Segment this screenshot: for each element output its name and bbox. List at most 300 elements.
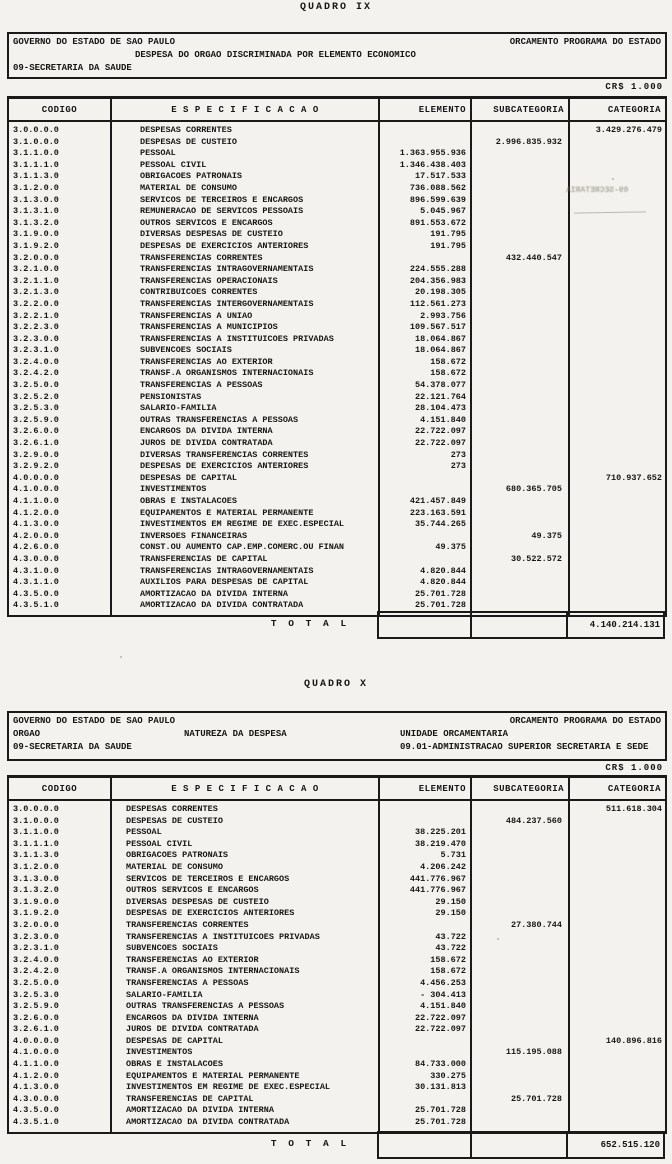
spec-cell: TRANSFERENCIAS INTERGOVERNAMENTAIS [111, 299, 379, 311]
spec-cell: DIVERSAS TRANSFERENCIAS CORRENTES [111, 450, 379, 462]
elemento-cell [379, 554, 471, 566]
spec-cell: DESPESAS DE EXERCICIOS ANTERIORES [111, 241, 379, 253]
spec-cell: EQUIPAMENTOS E MATERIAL PERMANENTE [111, 1071, 379, 1083]
table-row [8, 978, 666, 990]
spec-cell: PESSOAL [111, 148, 379, 160]
categoria-cell [569, 554, 666, 566]
categoria-cell [569, 589, 666, 601]
subcategoria-cell [471, 368, 569, 380]
elemento-cell: 30.131.813 [379, 1082, 471, 1094]
subcategoria-cell: 2.996.835.932 [471, 137, 569, 149]
table-row [8, 1036, 666, 1048]
elemento-cell: - 304.413 [379, 990, 471, 1002]
code-cell: 4.1.0.0.0 [8, 484, 111, 496]
table-row [8, 403, 666, 415]
categoria-cell [569, 566, 666, 578]
code-cell: 3.0.0.0.0 [8, 800, 111, 816]
elemento-cell: 43.722 [379, 943, 471, 955]
spec-cell: OBRIGACOES PATRONAIS [111, 850, 379, 862]
code-cell: 4.1.1.0.0 [8, 1059, 111, 1071]
elemento-cell: 35.744.265 [379, 519, 471, 531]
categoria-cell [569, 816, 666, 828]
elemento-cell: 38.219.470 [379, 839, 471, 851]
elemento-cell [379, 473, 471, 485]
code-cell: 4.1.3.0.0 [8, 519, 111, 531]
subcategoria-cell [471, 566, 569, 578]
subcategoria-cell [471, 943, 569, 955]
code-cell: 3.1.1.1.0 [8, 839, 111, 851]
table-row [8, 345, 666, 357]
subcategoria-cell [471, 955, 569, 967]
table-row [8, 137, 666, 149]
subcategoria-cell [471, 415, 569, 427]
table-row [8, 932, 666, 944]
total-label: T O T A L [270, 618, 350, 629]
subcategoria-cell [471, 542, 569, 554]
elemento-cell: 20.198.305 [379, 287, 471, 299]
categoria-cell [569, 1105, 666, 1117]
elemento-cell [379, 253, 471, 265]
elemento-cell: 25.701.728 [379, 600, 471, 616]
subcategoria-cell [471, 229, 569, 241]
elemento-cell: 4.456.253 [379, 978, 471, 990]
table-row [8, 368, 666, 380]
table-row [8, 955, 666, 967]
subcategoria-cell [471, 287, 569, 299]
elemento-cell: 22.722.097 [379, 426, 471, 438]
elemento-cell: 158.672 [379, 955, 471, 967]
elemento-cell: 22.722.097 [379, 1013, 471, 1025]
subcategoria-cell [471, 322, 569, 334]
categoria-cell [569, 334, 666, 346]
header-line-2 [12, 728, 662, 741]
categoria-cell: 511.618.304 [605, 804, 662, 814]
categoria-cell [569, 542, 666, 554]
subcategoria-cell: 30.522.572 [471, 554, 569, 566]
categoria-cell [569, 368, 666, 380]
total-elemento-cell [379, 613, 472, 637]
spec-cell: INVESTIMENTOS [111, 484, 379, 496]
code-cell: 3.1.0.0.0 [8, 137, 111, 149]
categoria-cell [569, 137, 666, 149]
header-line-1 [12, 715, 662, 728]
spec-cell: DIVERSAS DESPESAS DE CUSTEIO [111, 229, 379, 241]
code-cell: 4.2.6.0.0 [8, 542, 111, 554]
subcategoria-cell [471, 577, 569, 589]
table-row [8, 334, 666, 346]
program-name: ORCAMENTO PROGRAMA DO ESTADO [509, 716, 661, 726]
code-cell: 3.2.4.2.0 [8, 966, 111, 978]
subcategoria-cell [471, 908, 569, 920]
code-cell: 3.1.1.3.0 [8, 850, 111, 862]
total-box [377, 1131, 665, 1159]
code-cell: 4.3.1.0.0 [8, 566, 111, 578]
elemento-cell [379, 1094, 471, 1106]
categoria-cell [569, 1001, 666, 1013]
subcategoria-cell [471, 1013, 569, 1025]
unidade-label: UNIDADE ORCAMENTARIA [400, 729, 509, 739]
code-cell: 4.2.0.0.0 [8, 531, 111, 543]
table-row [8, 1071, 666, 1083]
subcategoria-cell [471, 380, 569, 392]
table-row [8, 496, 666, 508]
table-row [8, 276, 666, 288]
col-categoria: CATEGORIA [569, 777, 666, 801]
code-cell: 3.2.1.3.0 [8, 287, 111, 299]
categoria-cell [569, 577, 666, 589]
elemento-cell: 22.722.097 [379, 438, 471, 450]
code-cell: 4.1.2.0.0 [8, 1071, 111, 1083]
table-row [8, 438, 666, 450]
categoria-cell [569, 195, 666, 207]
code-cell: 3.2.1.1.0 [8, 276, 111, 288]
code-cell: 4.3.0.0.0 [8, 1094, 111, 1106]
elemento-cell: 54.378.077 [379, 380, 471, 392]
subcategoria-cell [471, 241, 569, 253]
table-row [8, 450, 666, 462]
header-row [8, 777, 666, 801]
code-cell: 3.1.1.0.0 [8, 827, 111, 839]
table-row [8, 1094, 666, 1106]
subcategoria-cell [471, 1105, 569, 1117]
total-elemento-cell [379, 1133, 472, 1157]
table-row [8, 1047, 666, 1059]
total-box [377, 611, 665, 639]
quadro-ix-total-row [0, 611, 672, 639]
elemento-cell: 441.776.967 [379, 874, 471, 886]
subcategoria-cell [471, 966, 569, 978]
spec-cell: SERVICOS DE TERCEIROS E ENCARGOS [111, 874, 379, 886]
spec-cell: INVESTIMENTOS EM REGIME DE EXEC.ESPECIAL [111, 519, 379, 531]
code-cell: 3.2.5.3.0 [8, 403, 111, 415]
subcategoria-cell [471, 121, 569, 137]
elemento-cell: 5.731 [379, 850, 471, 862]
table-body [8, 121, 666, 616]
code-cell: 3.1.1.3.0 [8, 171, 111, 183]
table-row [8, 241, 666, 253]
table-row [8, 195, 666, 207]
categoria-cell [569, 264, 666, 276]
spec-cell: TRANSF.A ORGANISMOS INTERNACIONAIS [111, 368, 379, 380]
program-name: ORCAMENTO PROGRAMA DO ESTADO [509, 37, 661, 47]
code-cell: 3.2.0.0.0 [8, 253, 111, 265]
table-row [8, 577, 666, 589]
spec-cell: OUTRAS TRANSFERENCIAS A PESSOAS [111, 1001, 379, 1013]
code-cell: 3.2.6.0.0 [8, 426, 111, 438]
spec-cell: SUBVENCOES SOCIAIS [111, 345, 379, 357]
spec-cell: CONTRIBUICOES CORRENTES [111, 287, 379, 299]
subcategoria-cell [471, 1071, 569, 1083]
header-line-3 [12, 741, 662, 754]
categoria-cell [569, 1071, 666, 1083]
quadro-ix-title: QUADRO IX [299, 2, 372, 13]
categoria-cell [569, 978, 666, 990]
scan-speck [120, 656, 122, 658]
subcategoria-cell [471, 1082, 569, 1094]
table-row [8, 966, 666, 978]
code-cell: 3.2.1.0.0 [8, 264, 111, 276]
elemento-cell: 84.733.000 [379, 1059, 471, 1071]
elemento-cell: 421.457.849 [379, 496, 471, 508]
table-row [8, 920, 666, 932]
elemento-cell: 49.375 [379, 542, 471, 554]
spec-cell: TRANSFERENCIAS A PESSOAS [111, 978, 379, 990]
categoria-cell [569, 966, 666, 978]
table-row [8, 1024, 666, 1036]
categoria-cell [569, 241, 666, 253]
table-row [8, 1013, 666, 1025]
table-row [8, 160, 666, 172]
table-row [8, 1001, 666, 1013]
subcategoria-cell [471, 839, 569, 851]
code-cell: 3.1.3.2.0 [8, 885, 111, 897]
code-cell: 3.2.5.0.0 [8, 978, 111, 990]
quadro-x-title: QUADRO X [303, 679, 368, 690]
categoria-cell [569, 484, 666, 496]
elemento-cell: 330.275 [379, 1071, 471, 1083]
elemento-cell: 158.672 [379, 966, 471, 978]
quadro-x-table [7, 775, 667, 1134]
categoria-cell [569, 311, 666, 323]
categoria-cell [569, 932, 666, 944]
spec-cell: PESSOAL CIVIL [111, 160, 379, 172]
subcategoria-cell [471, 473, 569, 485]
table-row [8, 253, 666, 265]
spec-cell: OBRAS E INSTALACOES [111, 1059, 379, 1071]
table-row [8, 473, 666, 485]
total-categoria-value: 652.515.120 [600, 1140, 660, 1150]
table-row [8, 206, 666, 218]
elemento-cell: 273 [379, 450, 471, 462]
code-cell: 3.2.5.0.0 [8, 380, 111, 392]
elemento-cell: 25.701.728 [379, 589, 471, 601]
total-subcategoria-cell [472, 1133, 568, 1157]
categoria-cell [569, 218, 666, 230]
elemento-cell: 29.150 [379, 897, 471, 909]
header-line-1 [12, 36, 662, 49]
code-cell: 3.1.3.0.0 [8, 874, 111, 886]
categoria-cell [569, 955, 666, 967]
code-cell: 3.2.5.3.0 [8, 990, 111, 1002]
elemento-cell: 109.567.517 [379, 322, 471, 334]
elemento-cell: 158.672 [379, 368, 471, 380]
elemento-cell: 2.993.756 [379, 311, 471, 323]
elemento-cell [379, 920, 471, 932]
spec-cell: TRANSFERENCIAS OPERACIONAIS [111, 276, 379, 288]
spec-cell: OBRAS E INSTALACOES [111, 496, 379, 508]
table-row [8, 519, 666, 531]
categoria-cell [569, 426, 666, 438]
code-cell: 3.2.4.0.0 [8, 357, 111, 369]
table-row [8, 357, 666, 369]
subcategoria-cell [471, 932, 569, 944]
code-cell: 3.1.2.0.0 [8, 862, 111, 874]
spec-cell: MATERIAL DE CONSUMO [111, 862, 379, 874]
total-label: T O T A L [270, 1138, 350, 1149]
categoria-cell [569, 874, 666, 886]
spec-cell: TRANSFERENCIAS DE CAPITAL [111, 554, 379, 566]
report-subtitle: DESPESA DO ORGAO DISCRIMINADA POR ELEMENTO ECONOMICO [135, 50, 416, 60]
table-row [8, 908, 666, 920]
code-cell: 3.2.6.1.0 [8, 438, 111, 450]
subcategoria-cell [471, 276, 569, 288]
table-row [8, 862, 666, 874]
table-row [8, 461, 666, 473]
total-categoria-value: 4.140.214.131 [589, 620, 660, 630]
table-row [8, 148, 666, 160]
spec-cell: ENCARGOS DA DIVIDA INTERNA [111, 1013, 379, 1025]
spec-cell: DESPESAS CORRENTES [111, 800, 379, 816]
col-subcategoria: SUBCATEGORIA [471, 777, 569, 801]
subcategoria-cell [471, 183, 569, 195]
spec-cell: TRANSFERENCIAS A PESSOAS [111, 380, 379, 392]
code-cell: 3.2.5.9.0 [8, 415, 111, 427]
code-cell: 3.2.2.1.0 [8, 311, 111, 323]
subcategoria-cell: 25.701.728 [471, 1094, 569, 1106]
total-subcategoria-cell [472, 613, 568, 637]
agency-name: GOVERNO DO ESTADO DE SAO PAULO [13, 716, 176, 726]
spec-cell: TRANSFERENCIAS AO EXTERIOR [111, 357, 379, 369]
natureza-label: NATUREZA DA DESPESA [184, 729, 287, 739]
categoria-cell [569, 415, 666, 427]
subcategoria-cell [471, 206, 569, 218]
code-cell: 3.1.9.2.0 [8, 241, 111, 253]
categoria-cell: 3.429.276.479 [595, 125, 662, 135]
table-row [8, 508, 666, 520]
code-cell: 3.1.9.0.0 [8, 229, 111, 241]
code-cell: 3.1.1.1.0 [8, 160, 111, 172]
categoria-cell [569, 438, 666, 450]
code-cell: 3.1.3.0.0 [8, 195, 111, 207]
header-line-3 [12, 62, 662, 75]
table-body [8, 800, 666, 1133]
categoria-cell [569, 943, 666, 955]
spec-cell: INVERSOES FINANCEIRAS [111, 531, 379, 543]
categoria-cell [569, 276, 666, 288]
table-row [8, 531, 666, 543]
orgao-value: 09-SECRETARIA DA SAUDE [13, 63, 132, 73]
subcategoria-cell [471, 334, 569, 346]
table-row [8, 542, 666, 554]
code-cell: 3.2.3.1.0 [8, 943, 111, 955]
col-especificacao: E S P E C I F I C A C A O [111, 777, 379, 801]
categoria-cell [569, 183, 666, 195]
spec-cell: PESSOAL [111, 827, 379, 839]
spec-cell: AMORTIZACAO DA DIVIDA CONTRATADA [111, 1117, 379, 1133]
categoria-cell [569, 357, 666, 369]
categoria-cell [569, 839, 666, 851]
categoria-cell [569, 1047, 666, 1059]
categoria-cell [569, 1082, 666, 1094]
table-row [8, 392, 666, 404]
categoria-cell [569, 885, 666, 897]
spec-cell: OBRIGACOES PATRONAIS [111, 171, 379, 183]
table-row [8, 850, 666, 862]
col-codigo: CODIGO [8, 777, 111, 801]
subcategoria-cell [471, 1001, 569, 1013]
subcategoria-cell [471, 885, 569, 897]
spec-cell: INVESTIMENTOS [111, 1047, 379, 1059]
elemento-cell: 441.776.967 [379, 885, 471, 897]
elemento-cell: 22.121.764 [379, 392, 471, 404]
categoria-cell [569, 403, 666, 415]
categoria-cell [569, 850, 666, 862]
elemento-cell: 273 [379, 461, 471, 473]
subcategoria-cell [471, 850, 569, 862]
code-cell: 3.2.5.2.0 [8, 392, 111, 404]
code-cell: 3.1.9.2.0 [8, 908, 111, 920]
elemento-cell [379, 484, 471, 496]
categoria-cell [569, 508, 666, 520]
spec-cell: TRANSF.A ORGANISMOS INTERNACIONAIS [111, 966, 379, 978]
elemento-cell: 896.599.639 [379, 195, 471, 207]
categoria-cell [569, 531, 666, 543]
elemento-cell: 224.555.288 [379, 264, 471, 276]
spec-cell: OUTROS SERVICOS E ENCARGOS [111, 218, 379, 230]
subcategoria-cell [471, 1024, 569, 1036]
spec-cell: AUXILIOS PARA DESPESAS DE CAPITAL [111, 577, 379, 589]
subcategoria-cell [471, 357, 569, 369]
code-cell: 4.1.1.0.0 [8, 496, 111, 508]
col-elemento: ELEMENTO [379, 777, 471, 801]
categoria-cell [569, 171, 666, 183]
elemento-cell: 191.795 [379, 229, 471, 241]
agency-name: GOVERNO DO ESTADO DE SAO PAULO [13, 37, 176, 47]
categoria-cell [569, 299, 666, 311]
categoria-cell [569, 392, 666, 404]
elemento-cell: 18.064.867 [379, 334, 471, 346]
subcategoria-cell: 680.365.705 [471, 484, 569, 496]
subcategoria-cell [471, 392, 569, 404]
elemento-cell: 204.356.983 [379, 276, 471, 288]
table-row [8, 1082, 666, 1094]
table-row [8, 589, 666, 601]
table-row [8, 990, 666, 1002]
subcategoria-cell [471, 874, 569, 886]
elemento-cell: 4.820.844 [379, 577, 471, 589]
subcategoria-cell [471, 862, 569, 874]
categoria-cell [569, 1024, 666, 1036]
categoria-cell [569, 287, 666, 299]
col-categoria: CATEGORIA [569, 98, 666, 122]
categoria-cell [569, 1094, 666, 1106]
categoria-cell [569, 345, 666, 357]
spec-cell: SALARIO-FAMILIA [111, 990, 379, 1002]
table-row [8, 380, 666, 392]
spec-cell: TRANSFERENCIAS A MUNICIPIOS [111, 322, 379, 334]
table-row [8, 229, 666, 241]
spec-cell: TRANSFERENCIAS INTRAGOVERNAMENTAIS [111, 264, 379, 276]
code-cell: 3.2.5.9.0 [8, 1001, 111, 1013]
orgao-value: 09-SECRETARIA DA SAUDE [13, 742, 132, 752]
col-elemento: ELEMENTO [379, 98, 471, 122]
categoria-cell [569, 827, 666, 839]
elemento-cell: 158.672 [379, 357, 471, 369]
code-cell: 4.0.0.0.0 [8, 473, 111, 485]
subcategoria-cell [471, 403, 569, 415]
code-cell: 3.2.9.0.0 [8, 450, 111, 462]
table-row [8, 426, 666, 438]
spec-cell: TRANSFERENCIAS A INSTITUICOES PRIVADAS [111, 334, 379, 346]
spec-cell: TRANSFERENCIAS AO EXTERIOR [111, 955, 379, 967]
code-cell: 3.1.3.1.0 [8, 206, 111, 218]
code-cell: 3.2.6.1.0 [8, 1024, 111, 1036]
categoria-cell [569, 229, 666, 241]
subcategoria-cell [471, 264, 569, 276]
table-row [8, 1059, 666, 1071]
subcategoria-cell [471, 160, 569, 172]
table-row [8, 311, 666, 323]
